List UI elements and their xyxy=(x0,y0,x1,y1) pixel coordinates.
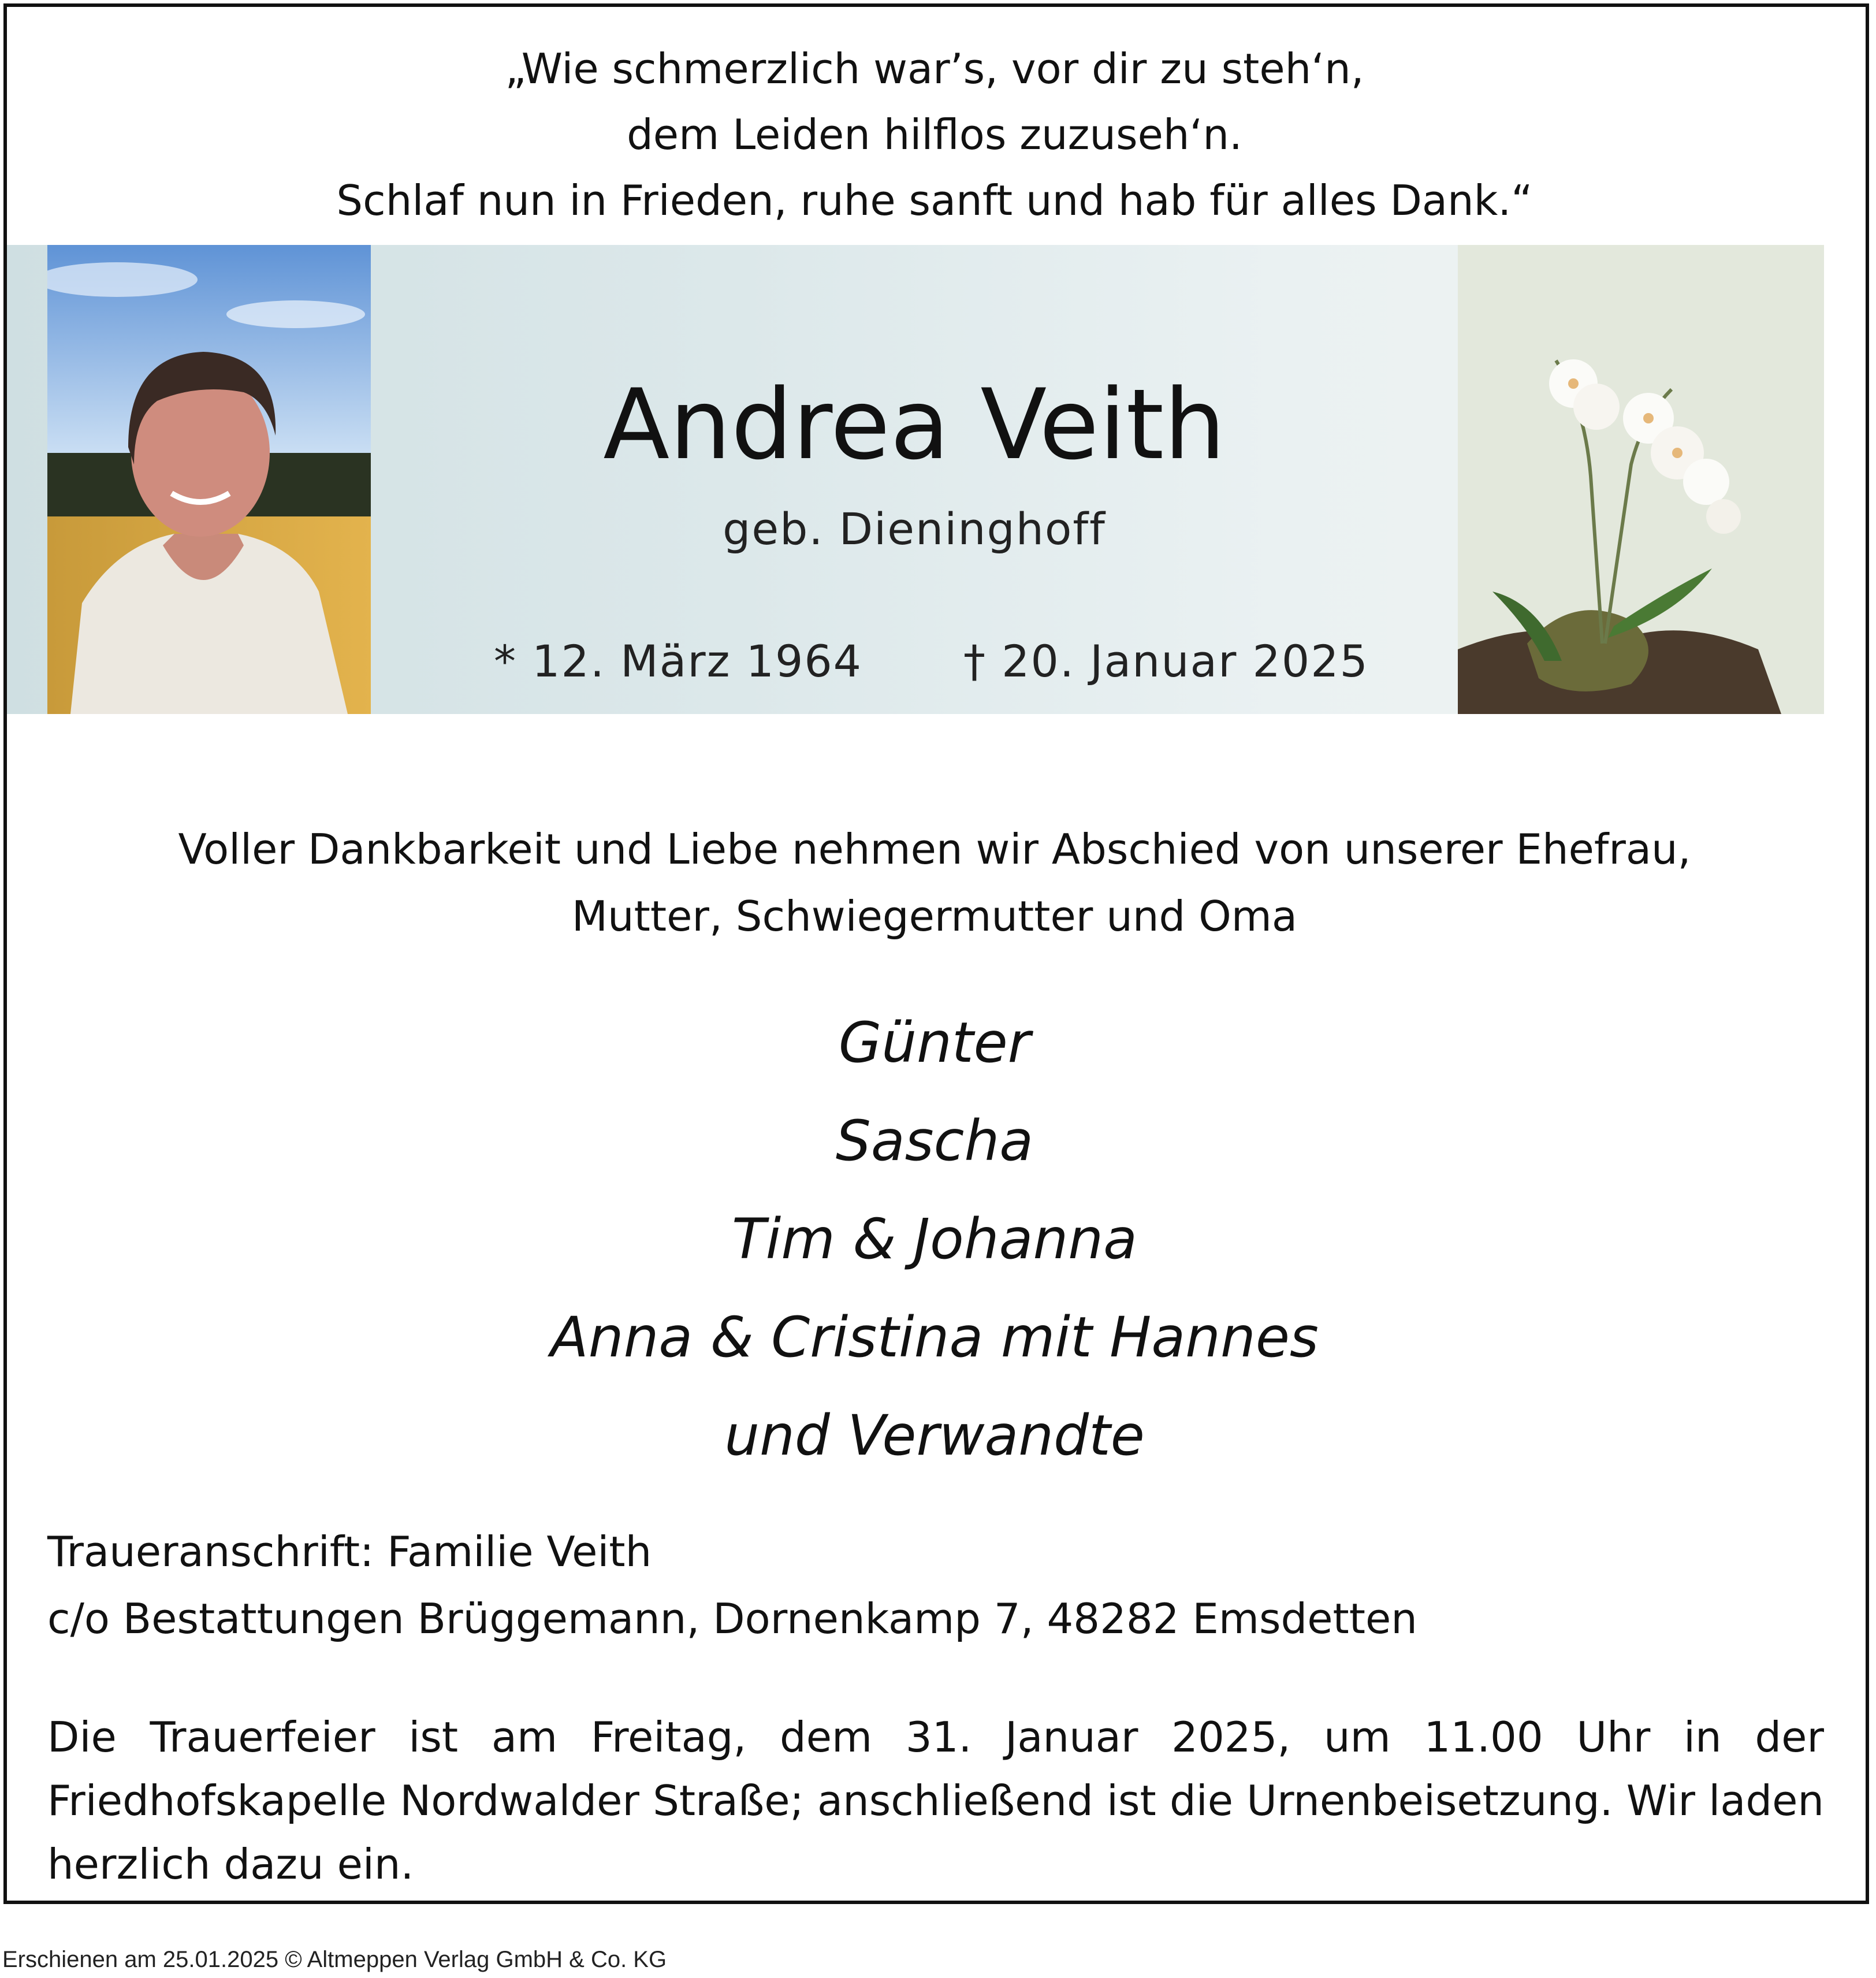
death-date: † 20. Januar 2025 xyxy=(963,635,1369,687)
farewell-line: Mutter, Schwiegermutter und Oma xyxy=(571,892,1298,940)
orchid-image xyxy=(1458,245,1824,714)
quote-block xyxy=(0,36,1869,233)
farewell-line: Voller Dankbarkeit und Liebe nehmen wir Abschied von unserer Ehefrau, xyxy=(178,825,1691,873)
birth-date: * 12. März 1964 xyxy=(494,635,863,687)
mourner-name: Anna & Cristina mit Hannes xyxy=(550,1305,1319,1370)
mourner-name: Tim & Johanna xyxy=(732,1207,1137,1271)
publication-footer: Erschienen am 25.01.2025 © Altmeppen Verlag GmbH & Co. KG xyxy=(2,1947,667,1972)
farewell-text xyxy=(0,816,1869,950)
deceased-name: Andrea Veith xyxy=(603,368,1226,481)
mourner-name: und Verwandte xyxy=(724,1403,1145,1468)
mourning-address xyxy=(47,1518,1838,1652)
address-line: Traueranschrift: Familie Veith xyxy=(47,1527,652,1576)
mourner-name: Günter xyxy=(838,1010,1031,1075)
portrait-photo xyxy=(47,245,371,714)
quote-line: „Wie schmerzlich war’s, vor dir zu steh‘n, xyxy=(505,44,1364,93)
mourners-list xyxy=(0,994,1869,1485)
address-line: c/o Bestattungen Brüggemann, Dornenkamp 7, 48282 Emsdetten xyxy=(47,1594,1417,1643)
mourner-name: Sascha xyxy=(835,1109,1034,1173)
ceremony-details: Die Trauerfeier ist am Freitag, dem 31. Januar 2025, um 11.00 Uhr in der Friedhofskapelle Nordwalder Straße; anschließend ist die Urnenbeisetzung. Wir laden herzlich dazu ein. xyxy=(47,1713,1824,1888)
quote-line: Schlaf nun in Frieden, ruhe sanft und hab für alles Dank.“ xyxy=(336,176,1533,225)
quote-line: dem Leiden hilflos zuzuseh‘n. xyxy=(627,110,1242,159)
maiden-name: geb. Dieninghoff xyxy=(723,503,1106,555)
